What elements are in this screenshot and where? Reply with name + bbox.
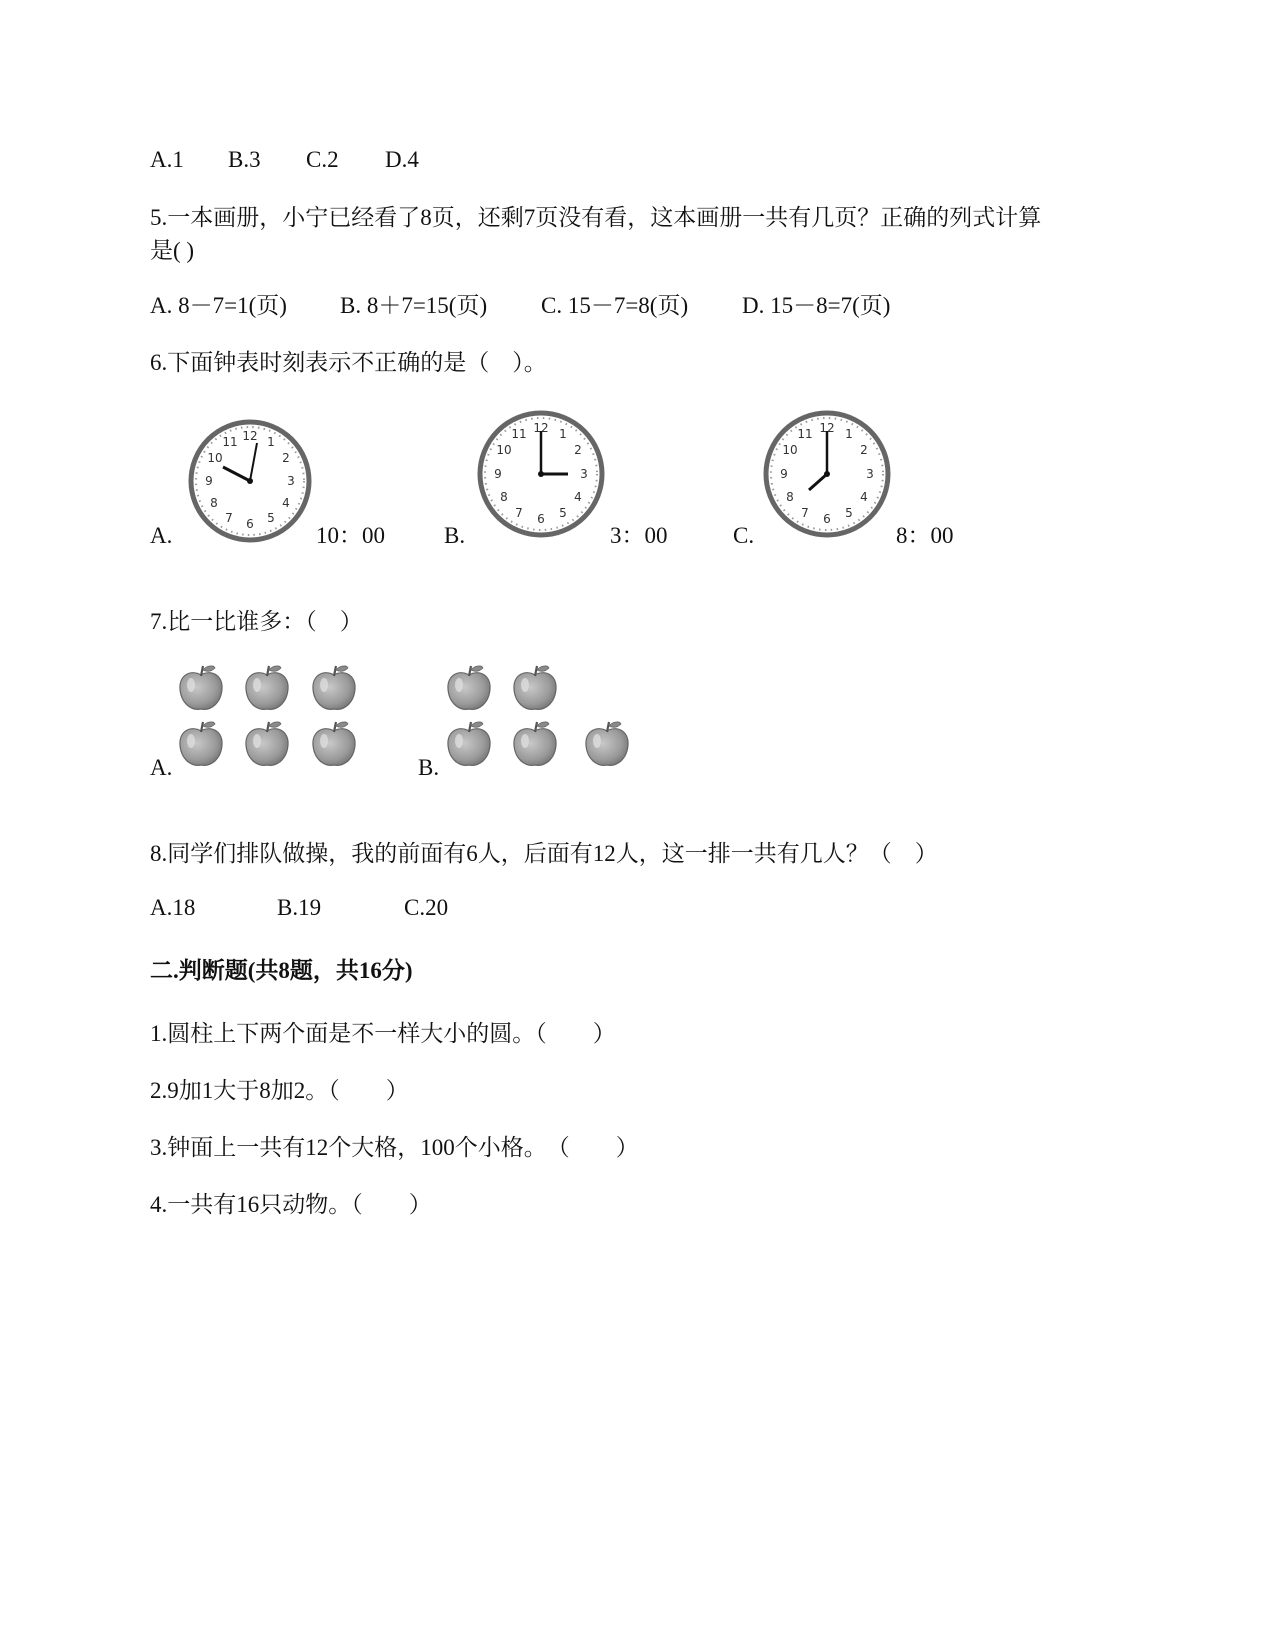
q6-option-a-label: A. [150, 523, 173, 548]
q4-option-c: C.2 [306, 147, 339, 172]
q8-option-a: A.18 [150, 895, 196, 920]
svg-text:11: 11 [511, 427, 527, 441]
q4-option-d: D.4 [385, 147, 419, 172]
clock-b-image [476, 409, 606, 539]
svg-text:6: 6 [823, 512, 831, 526]
q6-option-c-label: C. [733, 523, 755, 548]
svg-text:10: 10 [782, 443, 798, 457]
svg-text:9: 9 [780, 467, 788, 481]
q5-option-a: A. 8－7=1(页) [150, 293, 287, 318]
q6-option-b-label: B. [444, 523, 466, 548]
svg-text:8: 8 [500, 490, 508, 504]
clock-a-image [187, 418, 313, 544]
svg-text:11: 11 [222, 435, 238, 449]
q5-question-line2: 是( ) [150, 238, 195, 263]
svg-text:7: 7 [225, 511, 233, 525]
svg-text:4: 4 [282, 496, 290, 510]
svg-text:9: 9 [494, 467, 502, 481]
svg-text:2: 2 [860, 443, 868, 457]
section-heading: 二.判断题(共8题，共16分) [150, 958, 413, 983]
q8-option-c: C.20 [404, 895, 449, 920]
svg-text:8: 8 [210, 496, 218, 510]
svg-text:7: 7 [801, 506, 809, 520]
q7-option-b-label: B. [418, 755, 440, 780]
q4-option-a: A.1 [150, 147, 184, 172]
q5-option-b: B. 8＋7=15(页) [340, 293, 488, 318]
q6-option-c-time: 8：00 [896, 523, 954, 548]
svg-text:6: 6 [537, 512, 545, 526]
judge-item-1: 1.圆柱上下两个面是不一样大小的圆。（ ） [150, 1021, 616, 1046]
svg-text:2: 2 [282, 451, 290, 465]
svg-text:12: 12 [242, 429, 258, 443]
svg-text:12: 12 [819, 421, 835, 435]
q8-question: 8.同学们排队做操，我的前面有6人，后面有12人，这一排一共有几人？（ ） [150, 841, 938, 866]
clock-c-image [762, 409, 892, 539]
svg-text:11: 11 [797, 427, 813, 441]
q6-option-a-time: 10：00 [316, 523, 385, 548]
svg-text:5: 5 [559, 506, 567, 520]
judge-item-4: 4.一共有16只动物。（ ） [150, 1192, 432, 1217]
svg-text:4: 4 [860, 490, 868, 504]
svg-text:1: 1 [559, 427, 567, 441]
q5-question-line1: 5.一本画册，小宁已经看了8页，还剩7页没有看，这本画册一共有几页？正确的列式计算 [150, 205, 1042, 230]
q4-option-b: B.3 [228, 147, 261, 172]
judge-item-2: 2.9加1大于8加2。（ ） [150, 1078, 409, 1103]
q5-option-d: D. 15－8=7(页) [742, 293, 891, 318]
q7-option-b-apples-image [443, 663, 643, 773]
q6-option-b-time: 3：00 [610, 523, 668, 548]
svg-text:1: 1 [267, 435, 275, 449]
q7-question: 7.比一比谁多：（ ） [150, 609, 363, 634]
svg-text:3: 3 [580, 467, 588, 481]
svg-text:5: 5 [267, 511, 275, 525]
svg-text:4: 4 [574, 490, 582, 504]
q5-option-c: C. 15－7=8(页) [541, 293, 689, 318]
svg-text:9: 9 [205, 474, 213, 488]
svg-text:2: 2 [574, 443, 582, 457]
svg-text:12: 12 [533, 421, 549, 435]
svg-text:1: 1 [845, 427, 853, 441]
svg-text:10: 10 [207, 451, 223, 465]
svg-text:6: 6 [246, 517, 254, 531]
q7-option-a-apples-image [177, 663, 367, 773]
q7-option-a-label: A. [150, 755, 173, 780]
svg-text:3: 3 [866, 467, 874, 481]
svg-text:7: 7 [515, 506, 523, 520]
svg-text:5: 5 [845, 506, 853, 520]
svg-text:8: 8 [786, 490, 794, 504]
q6-question: 6.下面钟表时刻表示不正确的是（ ）。 [150, 350, 547, 375]
svg-text:10: 10 [496, 443, 512, 457]
svg-text:3: 3 [287, 474, 295, 488]
q8-option-b: B.19 [277, 895, 322, 920]
judge-item-3: 3.钟面上一共有12个大格，100个小格。 （ ） [150, 1135, 639, 1160]
